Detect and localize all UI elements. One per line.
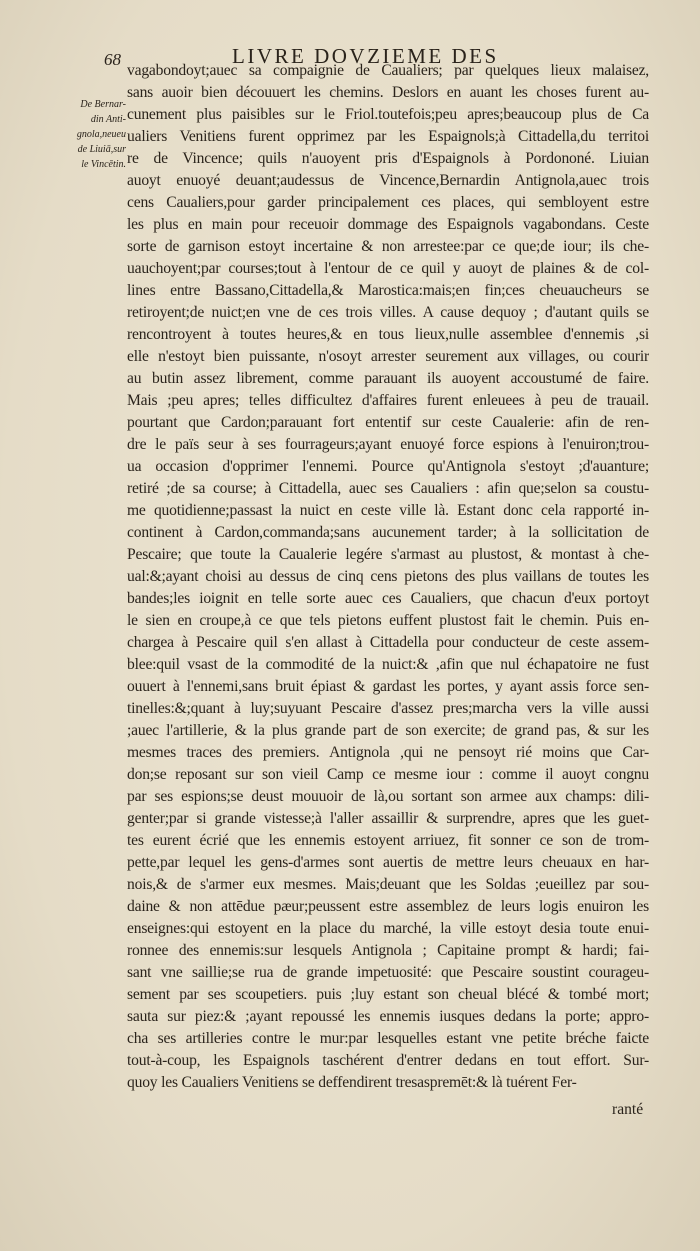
text-line: pette,par lequel les gens-d'armes sont auertis de mettre leurs cheuaux en har- [127,854,649,871]
text-line: le sien en croupe,à ce que tels pietons euffent plustost fait le chemin. Puis en- [127,612,649,629]
text-line: sorte de garnison estoyt incertaine & non arrestee:par ce que;de iour; ils che- [127,238,649,255]
text-line: ua occasion d'opprimer l'ennemi. Pource qu'Antignola s'estoyt ;d'auanture; [127,458,649,475]
margin-note-line: din Anti- [90,114,126,125]
text-line: rencontroyent à toutes heures,& en tous lieux,nulle assemblee d'ennemis ,si [127,326,649,343]
text-line: elle n'estoyt bien puissante, n'osoyt arrester seurement aux villages, ou courir [127,348,649,365]
text-line: sauta sur piez:& ;ayant repoussé les ennemis iusques dedans la porte; appro- [127,1008,649,1025]
margin-note-line: gnola,neueu [76,129,126,140]
text-line: enseignes:qui estoyent en la place du marché, la ville estoyt desia toute enui- [127,920,649,937]
text-line: pourtant que Cardon;parauant fort ententif sur ceste Caualerie: afin de ren- [127,414,649,431]
text-line: au butin assez librement, comme parauant ils auoyent accoustumé de faire. [127,370,649,387]
body-text [127,60,649,1094]
text-line: me quotidienne;passast la nuict en ceste ville là. Estant donc cela rapporté in- [127,502,649,519]
text-line: dre le païs seur à ses fourrageurs;ayant enuoyé force espions à l'enuiron;trou- [127,436,649,453]
running-title: LIVRE DOVZIEME DES [232,44,499,68]
text-line: ualiers Venitiens furent opprimez par les Espaignols;à Cittadella,du territoi [127,128,649,145]
margin-note [60,97,126,172]
margin-note-line: de Liuiā,sur [77,144,126,155]
text-line: tes eurent écrié que les ennemis estoyent arriuez, fit sonner ce son de trom- [127,832,649,849]
text-line: ual:&;ayant choisi au dessus de cinq cens pietons des plus vaillans de toutes les [127,568,649,585]
text-line: tinelles:&;quant à luy;suyuant Pescaire d'assez pres;marcha vers la ville aussi [127,700,649,717]
text-line: blee:quil vsast de la commodité de la nuict:& ,afin que nul échapatoire ne fust [127,656,649,673]
text-line: vagabondoyt;auec sa compaignie de Caualiers; par quelques lieux malaisez, [127,62,649,79]
text-line: ouuert à l'ennemi,sans bruit épiast & gardast les portes, y ayant assis force sen- [127,678,649,695]
text-line: retiré ;de sa course; à Cittadella, auec ses Caualiers : afin que;selon sa coustu- [127,480,649,497]
text-line: bandes;les ioignit en telle sorte auec ces Caualiers, que chacun d'eux portoyt [127,590,649,607]
text-line: continent à Cardon,commanda;sans aucunement tarder; à la sollicitation de [127,524,649,541]
text-line: lines entre Bassano,Cittadella,& Marostica:mais;en fin;ces cheuaucheurs se [127,282,649,299]
text-line: sans auoir bien découuert les chemins. Deslors en auant les choses furent au- [127,84,649,101]
text-line: mesmes traces des premiers. Antignola ,qui ne pensoyt rié moins que Car- [127,744,649,761]
text-line: uauchoyent;par courses;tout à l'entour de ce quil y auoyt de plaines & de col- [127,260,649,277]
text-line: sement par ses scoupetiers. puis ;luy estant son cheual blécé & tombé mort; [127,986,649,1003]
text-line: tout-à-coup, les Espaignols taschérent d'entrer dedans en tout effort. Sur- [127,1052,649,1069]
text-line: cha ses artilleries contre le mur:par lesquelles estant vne petite bréche faicte [127,1030,649,1047]
margin-note-line: le Vincētin. [81,159,126,170]
text-line: nois,& de s'armer eux mesmes. Mais;deuant que les Soldas ;eueillez par sou- [127,876,649,893]
text-line: quoy les Caualiers Venitiens se deffendirent tresaspremēt:& là tuérent Fer- [127,1074,577,1091]
margin-note-line: De Bernar- [80,99,126,110]
text-line: sant vne saillie;se rua de grande impetuosité: que Pescaire soustint courageu- [127,964,649,981]
text-line: ronnee des ennemis:sur lesquels Antignola ; Capitaine prompt & hardi; fai- [127,942,649,959]
text-line: don;se reposant sur son vieil Camp ce mesme iour : comme il auoyt congnu [127,766,649,783]
text-line: Mais ;peu apres; telles difficultez d'affaires furent enleuees à peu de trauail. [127,392,649,409]
text-line: par ses espions;se deust mouuoir de là,ou sortant son armee aux champs: dili- [127,788,649,805]
page-number: 68 [104,50,121,69]
text-line: daine & non attēdue pæur;peussent estre assemblez de leurs logis enuiron les [127,898,649,915]
text-line: les plus en main pour receuoir dommage des Espaignols vagabondans. Ceste [127,216,649,233]
text-line: genter;par si grande vistesse;à l'aller assaillir & surprendre, apres que les guet- [127,810,649,827]
text-line: Pescaire; que toute la Caualerie legére s'armast au plustost, & montast à che- [127,546,649,563]
text-line: auoyt enuoyé deuant;audessus de Vincence,Bernardin Antignola,auec trois [127,172,649,189]
text-line: chargea à Pescaire quil s'en allast à Cittadella pour conducteur de ceste assem- [127,634,649,651]
text-line: ;auec l'artillerie, & la plus grande part de son exercite; de grand pas, & sur les [127,722,649,739]
text-line: cunement plus paisibles sur le Friol.toutefois;peu apres;beaucoup plus de Ca [127,106,649,123]
catchword: ranté [612,1101,644,1118]
text-line: retiroyent;de nuict;en vne de ces trois villes. A cause dequoy ; d'autant quils se [127,304,649,321]
text-line: re de Vincence; quils n'auoyent pris d'Espaignols à Pordononé. Liuian [127,150,649,167]
text-line: cens Caualiers,pour garder principalement ces places, qui sembloyent estre [127,194,649,211]
